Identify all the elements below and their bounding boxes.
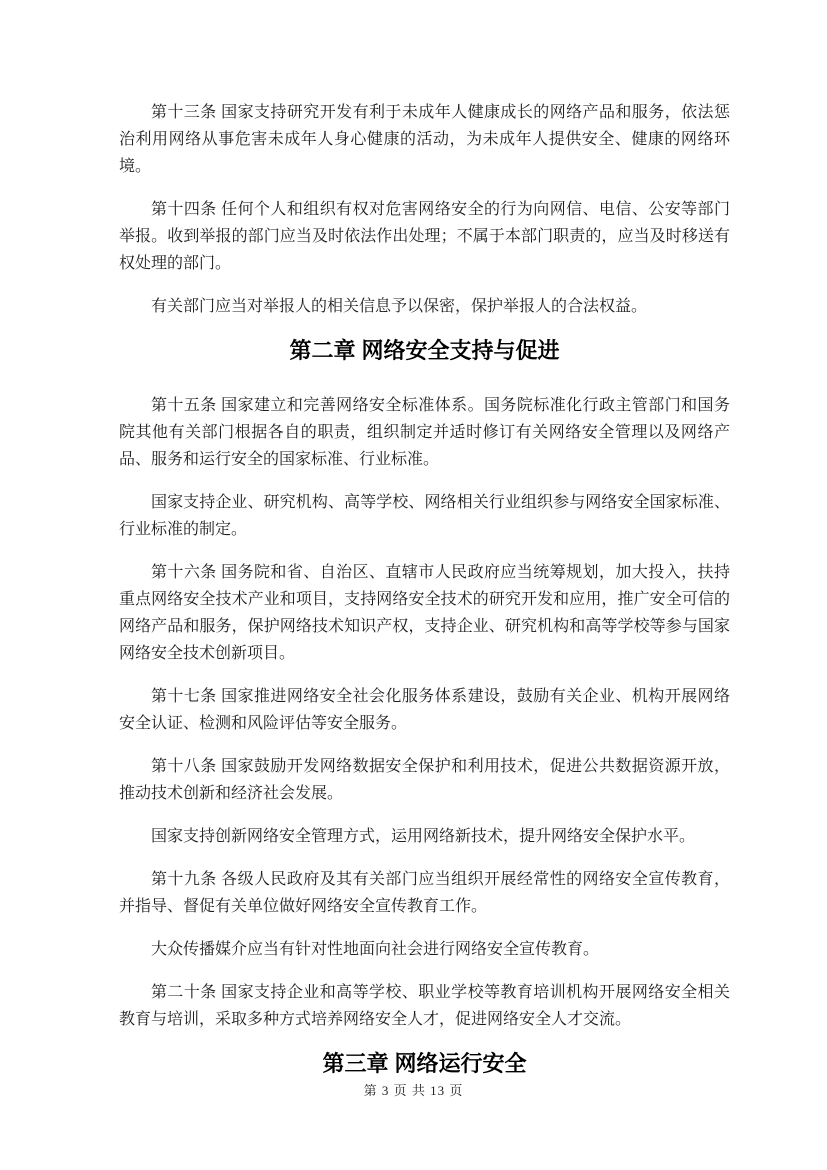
page-footer: 第 3 页 共 13 页	[363, 1083, 464, 1098]
heading-chapter-2: 第二章 网络安全支持与促进	[289, 338, 560, 363]
paragraph-article-14: 第十四条 任何个人和组织有权对危害网络安全的行为向网信、电信、公安等部门举报。收到举报的部门应当及时依法作出处理；不属于本部门职责的，应当及时移送有权处理的部门。	[119, 201, 730, 272]
heading-chapter-3: 第三章 网络运行安全	[322, 1051, 527, 1076]
paragraph-article-14-cont: 有关部门应当对举报人的相关信息予以保密，保护举报人的合法权益。	[151, 298, 648, 315]
paragraph-article-18-cont: 国家支持创新网络安全管理方式，运用网络新技术，提升网络安全保护水平。	[151, 828, 696, 845]
paragraph-article-13: 第十三条 国家支持研究开发有利于未成年人健康成长的网络产品和服务，依法惩治利用网络从事危害未成年人身心健康的活动，为未成年人提供安全、健康的网络环境。	[119, 104, 730, 175]
paragraph-article-19: 第十九条 各级人民政府及其有关部门应当组织开展经常性的网络安全宣传教育，并指导、督促有关单位做好网络安全宣传教育工作。	[119, 871, 730, 915]
paragraph-article-15-cont: 国家支持企业、研究机构、高等学校、网络相关行业组织参与网络安全国家标准、行业标准的制定。	[119, 494, 730, 538]
document-content	[119, 99, 730, 1105]
paragraph-article-15: 第十五条 国家建立和完善网络安全标准体系。国务院标准化行政主管部门和国务院其他有关部门根据各自的职责，组织制定并适时修订有关网络安全管理以及网络产品、服务和运行安全的国家标准、行业标准。	[119, 397, 730, 468]
paragraph-article-17: 第十七条 国家推进网络安全社会化服务体系建设，鼓励有关企业、机构开展网络安全认证、检测和风险评估等安全服务。	[119, 688, 730, 732]
paragraph-article-19-cont: 大众传播媒介应当有针对性地面向社会进行网络安全宣传教育。	[151, 941, 600, 958]
paragraph-article-18: 第十八条 国家鼓励开发网络数据安全保护和利用技术，促进公共数据资源开放，推动技术创新和经济社会发展。	[119, 758, 730, 802]
paragraph-article-16: 第十六条 国务院和省、自治区、直辖市人民政府应当统筹规划，加大投入，扶持重点网络安全技术产业和项目，支持网络安全技术的研究开发和应用，推广安全可信的网络产品和服务，保护网络技术知识产权，支持企业、研究机构和高等学校等参与国家网络安全技术创新项目。	[119, 564, 730, 662]
paragraph-article-20: 第二十条 国家支持企业和高等学校、职业学校等教育培训机构开展网络安全相关教育与培训，采取多种方式培养网络安全人才，促进网络安全人才交流。	[119, 984, 730, 1028]
